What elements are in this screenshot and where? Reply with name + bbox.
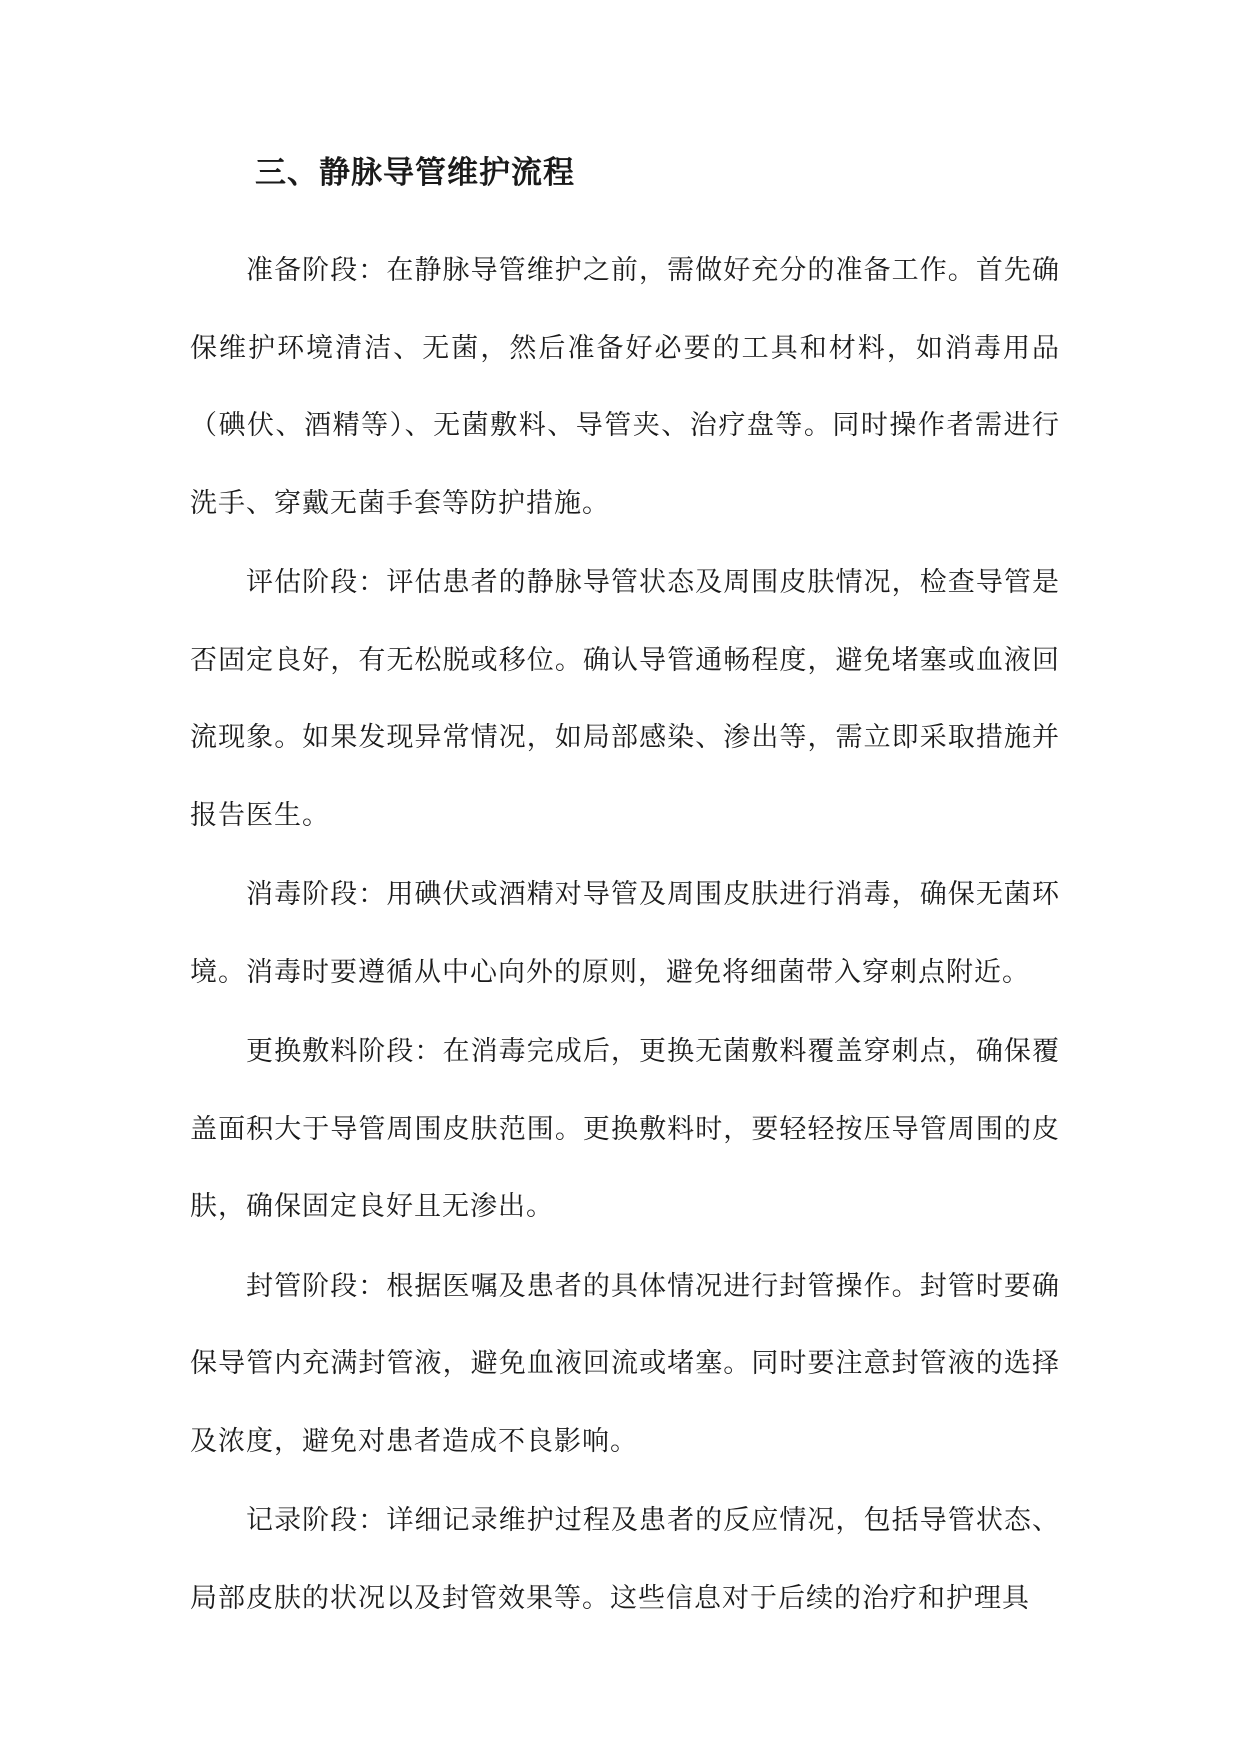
paragraph-assessment: 评估阶段：评估患者的静脉导管状态及周围皮肤情况，检查导管是否固定良好，有无松脱或移位。确认导管通畅程度，避免堵塞或血液回流现象。如果发现异常情况，如局部感染、渗出等，需立即采取措施并报告医生。 <box>190 567 1060 831</box>
paragraph-dressing-change: 更换敷料阶段：在消毒完成后，更换无菌敷料覆盖穿刺点，确保覆盖面积大于导管周围皮肤范围。更换敷料时，要轻轻按压导管周围的皮肤，确保固定良好且无渗出。 <box>190 1036 1060 1222</box>
paragraph-preparation: 准备阶段：在静脉导管维护之前，需做好充分的准备工作。首先确保维护环境清洁、无菌，然后准备好必要的工具和材料，如消毒用品（碘伏、酒精等）、无菌敷料、导管夹、治疗盘等。同时操作者需进行洗手、穿戴无菌手套等防护措施。 <box>190 255 1060 519</box>
paragraph-disinfection: 消毒阶段：用碘伏或酒精对导管及周围皮肤进行消毒，确保无菌环境。消毒时要遵循从中心向外的原则，避免将细菌带入穿刺点附近。 <box>190 879 1060 988</box>
document-body <box>190 232 1060 1639</box>
paragraph-sealing: 封管阶段：根据医嘱及患者的具体情况进行封管操作。封管时要确保导管内充满封管液，避免血液回流或堵塞。同时要注意封管液的选择及浓度，避免对患者造成不良影响。 <box>190 1270 1060 1457</box>
paragraph-recording: 记录阶段：详细记录维护过程及患者的反应情况，包括导管状态、局部皮肤的状况以及封管效果等。这些信息对于后续的治疗和护理具 <box>190 1505 1060 1614</box>
section-heading: 三、静脉导管维护流程 <box>255 155 575 191</box>
